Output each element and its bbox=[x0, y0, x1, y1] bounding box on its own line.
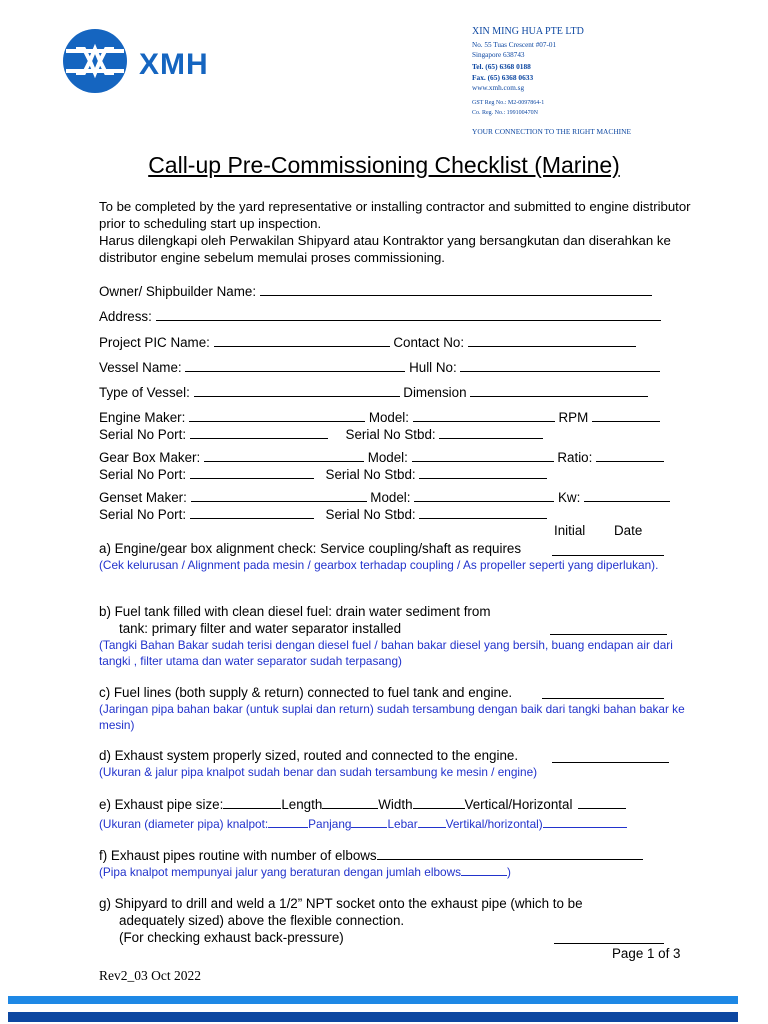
fax: Fax. (65) 6368 0633 bbox=[472, 72, 534, 82]
exhaust-width-field[interactable] bbox=[413, 796, 465, 809]
ratio-label: Ratio: bbox=[557, 450, 593, 465]
checklist-item-d bbox=[99, 747, 699, 780]
item-g-signoff-line[interactable] bbox=[554, 942, 664, 944]
item-e-english: e) Exhaust pipe size: Length Width Vertical/Horizontal bbox=[99, 796, 719, 813]
type-field[interactable] bbox=[194, 384, 400, 397]
kw-label: Kw: bbox=[557, 490, 581, 505]
contact-label: Contact No: bbox=[393, 335, 465, 350]
item-d-signoff-line[interactable] bbox=[552, 761, 669, 763]
checklist-item-b bbox=[99, 603, 699, 669]
vessel-field[interactable] bbox=[185, 359, 405, 372]
genset-serial-stbd-field[interactable] bbox=[419, 506, 547, 519]
genset-maker-field[interactable] bbox=[191, 489, 367, 502]
vertikal-field[interactable] bbox=[543, 817, 627, 828]
genset-row bbox=[99, 489, 670, 505]
xmh-logo-icon bbox=[62, 28, 128, 94]
dimension-label: Dimension bbox=[403, 385, 467, 400]
engine-serial-row bbox=[99, 426, 543, 442]
type-label: Type of Vessel: bbox=[99, 385, 190, 400]
pic-field[interactable] bbox=[214, 334, 390, 347]
exhaust-length-field[interactable] bbox=[322, 796, 378, 809]
page-title: Call-up Pre-Commissioning Checklist (Marine) bbox=[148, 152, 620, 178]
website: www.xmh.com.sg bbox=[472, 83, 525, 92]
date-header: Date bbox=[614, 523, 643, 538]
gearbox-model-label: Model: bbox=[367, 450, 408, 465]
hull-label: Hull No: bbox=[409, 360, 457, 375]
exhaust-size-field[interactable] bbox=[223, 796, 281, 809]
engine-serial-stbd-label: Serial No Stbd: bbox=[345, 427, 436, 442]
item-b-english-1: b) Fuel tank filled with clean diesel fuel: drain water sediment from bbox=[99, 604, 491, 619]
engine-maker-field[interactable] bbox=[189, 409, 365, 422]
checklist-item-a bbox=[99, 540, 699, 573]
checklist-item-g bbox=[99, 895, 699, 946]
elbows-field[interactable] bbox=[377, 847, 643, 860]
owner-label: Owner/ Shipbuilder Name: bbox=[99, 284, 257, 299]
owner-field[interactable] bbox=[260, 283, 652, 296]
engine-maker-label: Engine Maker: bbox=[99, 410, 186, 425]
gearbox-maker-label: Gear Box Maker: bbox=[99, 450, 201, 465]
intro-english: To be completed by the yard representative or installing contractor and submitted to engine distributor prior to scheduling start up inspection. bbox=[99, 199, 691, 231]
genset-maker-label: Genset Maker: bbox=[99, 490, 187, 505]
gst-reg: GST Reg No.: M2-0097864-1 bbox=[472, 100, 545, 107]
engine-model-label: Model: bbox=[368, 410, 410, 425]
lebar-field[interactable] bbox=[418, 817, 446, 828]
genset-model-field[interactable] bbox=[414, 489, 554, 502]
address-row bbox=[99, 308, 661, 324]
owner-row bbox=[99, 283, 652, 299]
item-e-indonesian: (Ukuran (diameter pipa) knalpot: Panjang Lebar Vertikal/horizontal) bbox=[99, 816, 719, 832]
item-c-signoff-line[interactable] bbox=[542, 697, 664, 699]
pic-row bbox=[99, 334, 636, 350]
item-f-english: f) Exhaust pipes routine with number of elbows bbox=[99, 847, 699, 864]
item-a-english: a) Engine/gear box alignment check: Service coupling/shaft as requires bbox=[99, 541, 522, 556]
vessel-row bbox=[99, 359, 660, 375]
company-reg: Co. Reg. No.: 199100470N bbox=[472, 109, 538, 116]
gearbox-maker-field[interactable] bbox=[204, 449, 364, 462]
item-c-english: c) Fuel lines (both supply & return) connected to fuel tank and engine. bbox=[99, 685, 513, 700]
brand-name: XMH bbox=[139, 48, 209, 81]
item-a-indonesian: (Cek kelurusan / Alignment pada mesin / gearbox terhadap coupling / As propeller seperti yang diperlukan). bbox=[99, 558, 659, 572]
address-field[interactable] bbox=[156, 308, 661, 321]
rpm-field[interactable] bbox=[592, 409, 660, 422]
contact-field[interactable] bbox=[468, 334, 636, 347]
hull-field[interactable] bbox=[460, 359, 660, 372]
type-row bbox=[99, 384, 648, 400]
genset-serial-port-field[interactable] bbox=[190, 506, 314, 519]
item-f-indonesian: (Pipa knalpot mempunyai jalur yang beraturan dengan jumlah elbows ) bbox=[99, 865, 511, 879]
vessel-label: Vessel Name: bbox=[99, 360, 182, 375]
address-label: Address: bbox=[99, 309, 152, 324]
dimension-field[interactable] bbox=[470, 384, 648, 397]
pic-label: Project PIC Name: bbox=[99, 335, 210, 350]
address-line-1: No. 55 Tuas Crescent #07-01 bbox=[472, 41, 557, 49]
genset-model-label: Model: bbox=[370, 490, 411, 505]
address-line-2: Singapore 638743 bbox=[472, 51, 525, 60]
engine-serial-port-field[interactable] bbox=[190, 426, 328, 439]
gearbox-serial-port-field[interactable] bbox=[190, 466, 314, 479]
engine-serial-stbd-field[interactable] bbox=[439, 426, 543, 439]
engine-row bbox=[99, 409, 660, 425]
telephone: Tel. (65) 6368 0188 bbox=[472, 61, 531, 71]
initial-header: Initial bbox=[554, 523, 586, 538]
genset-serial-row bbox=[99, 506, 547, 522]
item-a-signoff-line[interactable] bbox=[552, 554, 664, 556]
footer-bar-dark bbox=[8, 1012, 738, 1022]
item-b-english-2: tank: primary filter and water separator installed bbox=[119, 621, 402, 636]
revision-label: Rev2_03 Oct 2022 bbox=[99, 968, 201, 983]
ratio-field[interactable] bbox=[596, 449, 664, 462]
item-c-indonesian: (Jaringan pipa bahan bakar (untuk suplai dan return) sudah tersambung dengan baik dari tangki bahan bakar ke mesin) bbox=[99, 702, 685, 732]
item-d-indonesian: (Ukuran & jalur pipa knalpot sudah benar dan sudah tersambung ke mesin / engine) bbox=[99, 765, 538, 779]
engine-serial-port-label: Serial No Port: bbox=[99, 427, 187, 442]
rpm-label: RPM bbox=[558, 410, 589, 425]
footer-bar-light bbox=[8, 996, 738, 1004]
checklist-item-f bbox=[99, 847, 699, 880]
page-number: Page 1 of 3 bbox=[612, 946, 681, 961]
item-d-english: d) Exhaust system properly sized, routed and connected to the engine. bbox=[99, 748, 519, 763]
jumlah-elbows-field[interactable] bbox=[461, 865, 507, 876]
kw-field[interactable] bbox=[584, 489, 670, 502]
company-info bbox=[472, 26, 702, 136]
engine-model-field[interactable] bbox=[413, 409, 555, 422]
item-g-english-1: g) Shipyard to drill and weld a 1/2” NPT socket onto the exhaust pipe (which to be bbox=[99, 896, 583, 911]
checklist-item-e bbox=[99, 796, 719, 832]
gearbox-model-field[interactable] bbox=[412, 449, 554, 462]
company-name: XIN MING HUA PTE LTD bbox=[472, 26, 584, 37]
item-b-signoff-line[interactable] bbox=[550, 633, 667, 635]
tagline: YOUR CONNECTION TO THE RIGHT MACHINE bbox=[472, 127, 631, 137]
gearbox-serial-stbd-field[interactable] bbox=[419, 466, 547, 479]
gearbox-serial-port-label: Serial No Port: bbox=[99, 467, 187, 482]
item-b-indonesian: (Tangki Bahan Bakar sudah terisi dengan diesel fuel / bahan bakar diesel yang bersih, buang endapan air dari tangki , filter utama dan water separator sudah terpasang) bbox=[99, 638, 673, 668]
intro-indonesian: Harus dilengkapi oleh Perwakilan Shipyard atau Kontraktor yang bersangkutan dan diserahkan ke distributor engine sebelum memulai proses commissioning. bbox=[99, 233, 671, 265]
item-g-english-3: (For checking exhaust back-pressure) bbox=[119, 930, 344, 945]
genset-serial-stbd-label: Serial No Stbd: bbox=[325, 507, 416, 522]
gearbox-serial-stbd-label: Serial No Stbd: bbox=[325, 467, 416, 482]
item-g-english-2: adequately sized) above the flexible connection. bbox=[119, 913, 405, 928]
checklist-item-c bbox=[99, 684, 699, 733]
intro-text bbox=[99, 198, 699, 266]
knalpot-size-field[interactable] bbox=[268, 817, 308, 828]
gearbox-serial-row bbox=[99, 466, 547, 482]
panjang-field[interactable] bbox=[351, 817, 387, 828]
gearbox-row bbox=[99, 449, 664, 465]
exhaust-orientation-field[interactable] bbox=[578, 796, 626, 809]
genset-serial-port-label: Serial No Port: bbox=[99, 507, 187, 522]
